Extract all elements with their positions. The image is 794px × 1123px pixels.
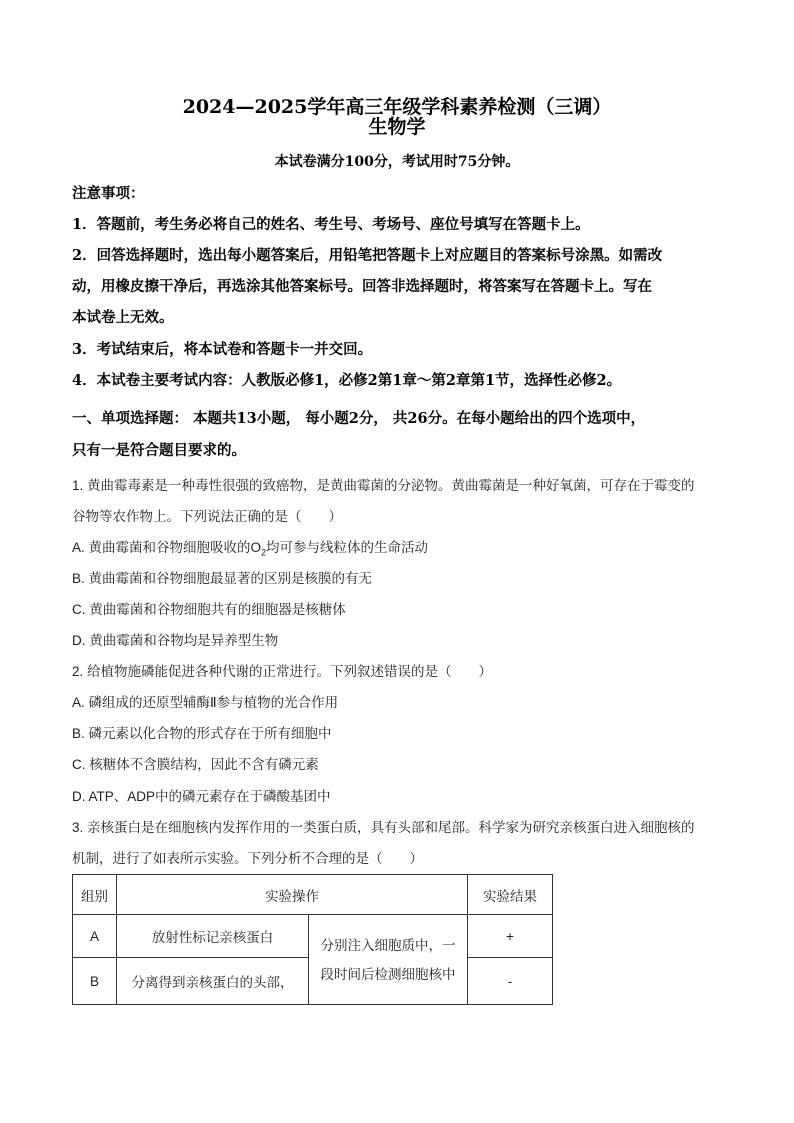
question-2-option-d: D. ATP、ADP中的磷元素存在于磷酸基团中	[72, 789, 331, 804]
table-cell-group: B	[73, 958, 117, 1005]
exam-title: 2024—2025学年高三年级学科素养检测（三调）	[182, 96, 612, 118]
note-item: 4．本试卷主要考试内容：人教版必修1，必修2第1章～第2章第1节，选择性必修2。	[72, 372, 622, 389]
section-heading-cont: 只有一是符合题目要求的。	[72, 442, 246, 459]
shared-operation-line: 分别注入细胞质中，一	[320, 937, 456, 953]
note-item: 1．答题前，考生务必将自己的姓名、考生号、考场号、座位号填写在答题卡上。	[72, 216, 590, 233]
question-2-option-c: C. 核糖体不含膜结构，因此不含有磷元素	[72, 757, 319, 772]
question-2-option-b: B. 磷元素以化合物的形式存在于所有细胞中	[72, 726, 332, 741]
table-header-operation: 实验操作	[117, 875, 468, 915]
note-item: 3．考试结束后，将本试卷和答题卡一并交回。	[72, 341, 373, 358]
note-item: 2．回答选择题时，选出每小题答案后，用铅笔把答题卡上对应题目的答案标号涂黑。如需改	[72, 247, 663, 264]
question-2-option-a: A. 磷组成的还原型辅酶Ⅱ参与植物的光合作用	[72, 695, 339, 710]
table-cell-result: -	[468, 958, 553, 1005]
question-1-option-d: D. 黄曲霉菌和谷物均是异养型生物	[72, 633, 279, 648]
experiment-table	[72, 874, 553, 1005]
question-1-stem: 1. 黄曲霉毒素是一种毒性很强的致癌物，是黄曲霉菌的分泌物。黄曲霉菌是一种好氧菌，可存在于霉变的	[72, 478, 695, 493]
question-1-option-a: A. 黄曲霉菌和谷物细胞吸收的$O_2$均可参与线粒体的生命活动	[72, 540, 429, 558]
question-1-option-b: B. 黄曲霉菌和谷物细胞最显著的区别是核膜的有无	[72, 571, 373, 586]
question-1-option-c: C. 黄曲霉菌和谷物细胞共有的细胞器是核糖体	[72, 602, 346, 617]
exam-subject: 生物学	[368, 116, 426, 138]
table-cell-result: +	[468, 915, 553, 958]
note-item: 本试卷上无效。	[72, 309, 174, 326]
question-3-stem: 3. 亲核蛋白是在细胞核内发挥作用的一类蛋白质，具有头部和尾部。科学家为研究亲核蛋白进入细胞核的	[72, 820, 695, 835]
table-cell-operation: 放射性标记亲核蛋白	[117, 915, 309, 958]
question-3-stem-cont: 机制，进行了如表所示实验。下列分析不合理的是（ ）	[72, 851, 423, 866]
table-cell-group: A	[73, 915, 117, 958]
section-heading: 一、单项选择题： 本题共13小题， 每小题2分， 共26分。在每小题给出的四个选项中，	[72, 410, 646, 427]
question-2-stem: 2. 给植物施磷能促进各种代谢的正常进行。下列叙述错误的是（ ）	[72, 664, 493, 679]
notes-heading: 注意事项：	[72, 185, 145, 202]
note-item: 动，用橡皮擦干净后，再选涂其他答案标号。回答非选择题时，将答案写在答题卡上。写在	[72, 278, 652, 295]
table-header-group: 组别	[73, 875, 117, 915]
table-header-result: 实验结果	[468, 875, 553, 915]
shared-operation-line: 段时间后检测细胞核中	[320, 966, 456, 982]
exam-info: 本试卷满分100分，考试用时75分钟。	[274, 154, 520, 170]
table-cell-shared-operation	[309, 915, 468, 1005]
question-1-stem-cont: 谷物等农作物上。下列说法正确的是（ ）	[72, 509, 342, 524]
table-cell-operation: 分离得到亲核蛋白的头部，	[117, 958, 309, 1005]
